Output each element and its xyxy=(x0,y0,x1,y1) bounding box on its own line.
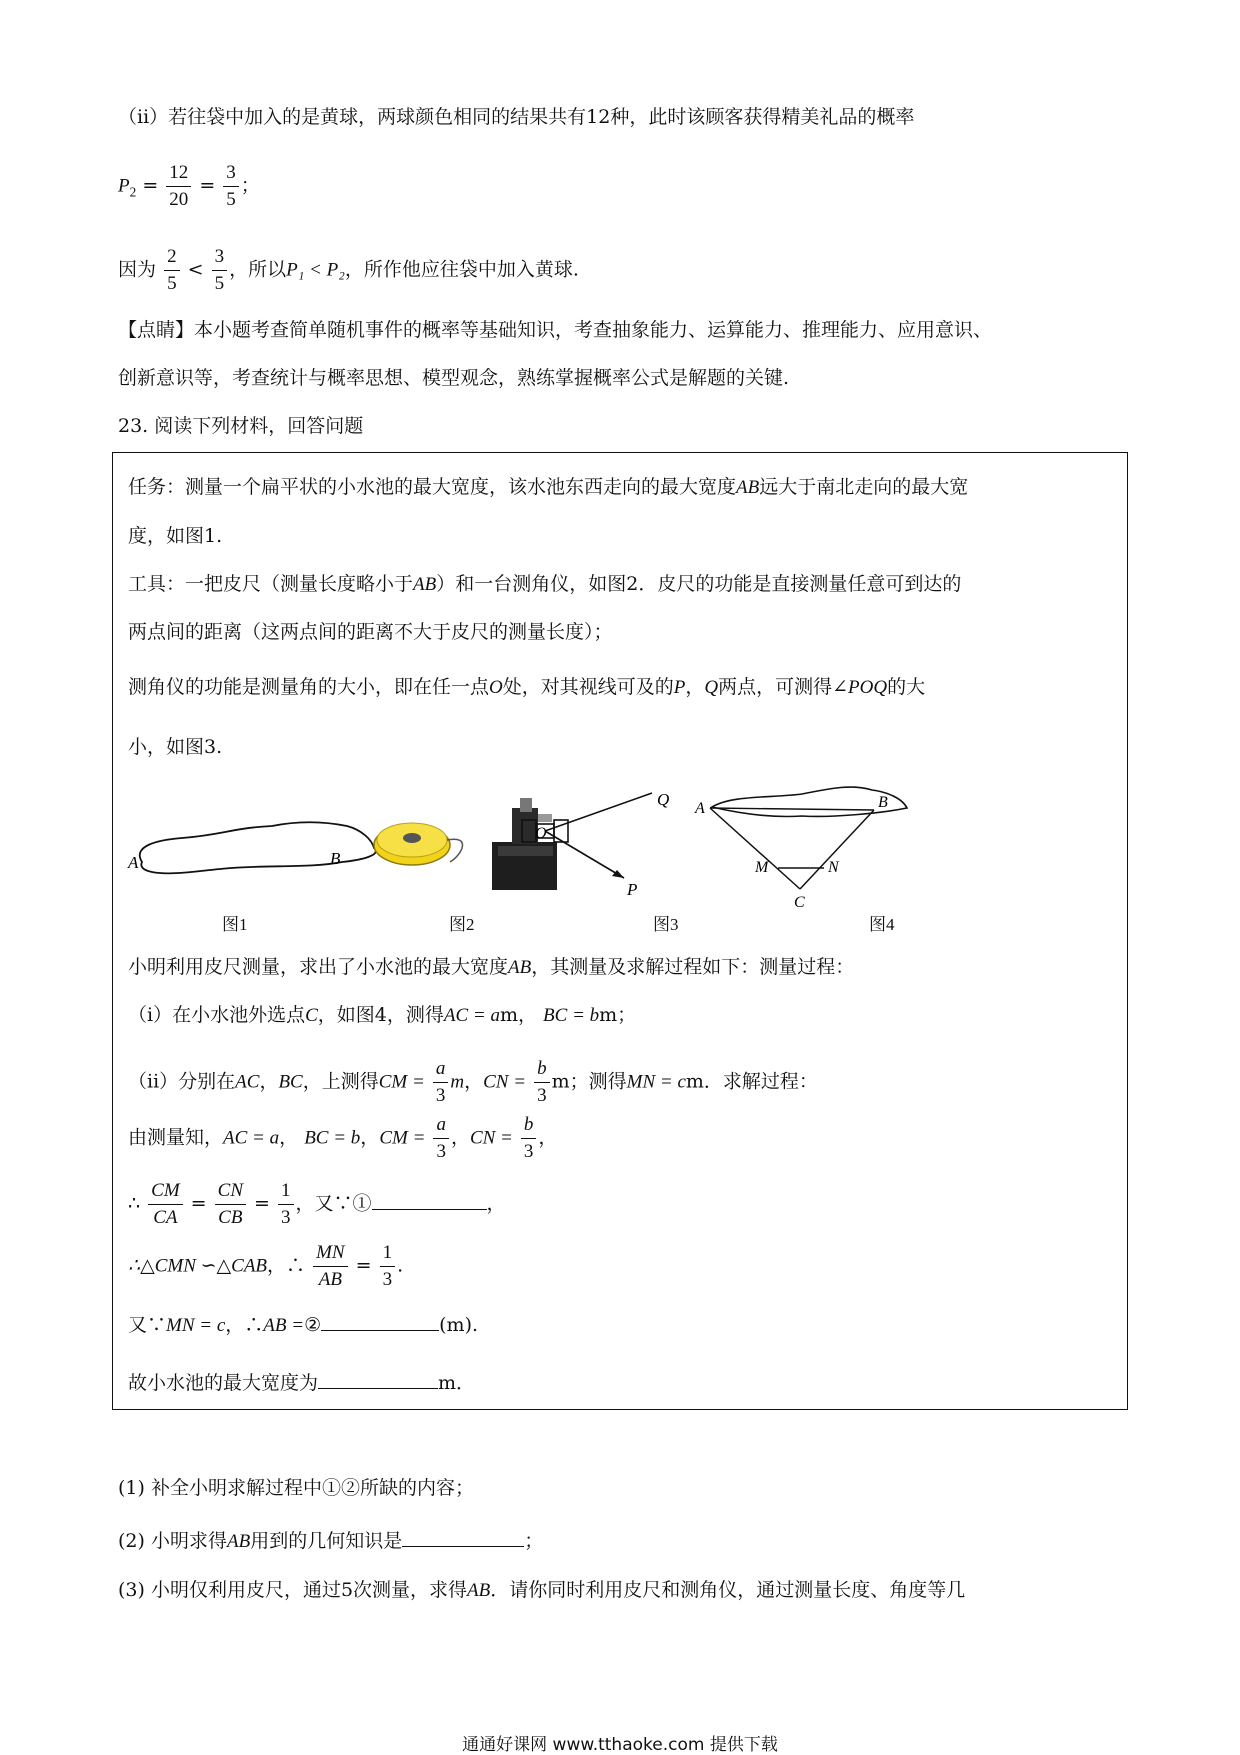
fig4-label-a: A xyxy=(695,800,705,817)
tool-line-2: 两点间的距离（这两点间的距离不大于皮尺的测量长度）； xyxy=(128,621,613,643)
ming-line: 小明利用皮尺测量，求出了小水池的最大宽度AB，其测量及求解过程如下：测量过程： xyxy=(128,956,855,978)
comment-line-1: 【点睛】本小题考查简单随机事件的概率等基础知识，考查抽象能力、运算能力、推理能力、应用意识、 xyxy=(118,319,993,341)
step-1: （ⅰ）在小水池外选点C，如图4，测得AC = am， BC = bm； xyxy=(128,1004,637,1026)
question-title: 23. 阅读下列材料，回答问题 xyxy=(118,415,364,437)
fig-caption-1: 图1 xyxy=(222,915,248,934)
fraction: $\frac{12}{20}$ xyxy=(166,160,191,213)
task-line-2: 度，如图1. xyxy=(128,525,223,547)
fig-caption-3: 图3 xyxy=(653,915,679,934)
ratio-line: ∴ $\frac{CM}{CA}$ = $\frac{CN}{CB}$ = $\frac{1}{3}$ ，又∵① ， xyxy=(128,1180,506,1228)
comment-line-2: 创新意识等，考查统计与概率思想、模型观念，熟练掌握概率公式是解题的关键. xyxy=(118,367,790,389)
similar-line: ∴△CMN ∽△CAB，∴ $\frac{MN}{AB}$ = $\frac{1}{3}$ . xyxy=(128,1242,404,1290)
final-line: 故小水池的最大宽度为 m． xyxy=(128,1366,475,1397)
blank-4 xyxy=(402,1524,524,1547)
fig-caption-4: 图4 xyxy=(869,915,895,934)
fig3-label-p: P xyxy=(627,880,638,899)
fig3-label-q: Q xyxy=(657,790,670,809)
question-2: (2) 小明求得AB用到的几何知识是 ； xyxy=(118,1524,543,1556)
fraction: $\frac{2}{5}$ xyxy=(164,244,180,297)
blank-3 xyxy=(318,1366,438,1389)
math-var: P xyxy=(118,175,130,197)
fig4-triangle xyxy=(694,787,907,910)
equation-p2: $P_2$ = $\frac{12}{20}$ = $\frac{3}{5}$ ； xyxy=(118,160,260,213)
task-line-1: 任务：测量一个扁平状的小水池的最大宽度，该水池东西走向的最大宽度AB远大于南北走向的最大宽 xyxy=(128,476,969,498)
fig3-label-o: O xyxy=(535,825,547,842)
question-3: (3) 小明仅利用皮尺，通过5次测量，求得AB．请你同时利用皮尺和测角仪，通过测量长度、角度等几 xyxy=(118,1579,966,1601)
question-1: (1) 补全小明求解过程中①②所缺的内容； xyxy=(118,1477,474,1499)
fig4-label-n: N xyxy=(828,859,839,876)
fig1-label-b: B xyxy=(330,849,341,868)
fig4-label-b: B xyxy=(878,794,888,811)
figures xyxy=(112,780,1128,910)
step-2: （ⅱ）分别在AC，BC，上测得CM = $\frac{a}{3}$ m，CN = $\frac{b}{3}$ m；测得MN = cm．求解过程： xyxy=(128,1058,818,1106)
math-sub: 2 xyxy=(129,184,137,200)
tool-line-1: 工具：一把皮尺（测量长度略小于AB）和一台测角仪，如图2．皮尺的功能是直接测量任意可到达的 xyxy=(128,573,962,595)
fig1-pond xyxy=(140,822,376,873)
fig1-label-a: A xyxy=(128,853,139,872)
fig4-label-m: M xyxy=(755,859,769,876)
text-line xyxy=(118,103,914,131)
fraction: $\frac{3}{5}$ xyxy=(223,160,239,213)
page-footer: 通通好课网 www.tthaoke.com 提供下载 xyxy=(462,1735,778,1755)
fig-caption-2: 图2 xyxy=(449,915,475,934)
blank-1 xyxy=(372,1187,487,1210)
angle-line-1: 测角仪的功能是测量角的大小，即在任一点O处，对其视线可及的P，Q两点，可测得∠POQ的大 xyxy=(128,676,926,698)
fig4-label-c: C xyxy=(794,894,805,910)
blank-2 xyxy=(321,1308,439,1331)
fig2-tools xyxy=(374,798,557,890)
ab-line: 又∵MN = c，∴AB =② (m). xyxy=(128,1308,478,1340)
because-line: 因为 $\frac{2}{5}$ < $\frac{3}{5}$ ，所以P₁ < P₂，所作他应往袋中加入黄球. xyxy=(118,244,579,297)
text: （ⅱ）若往袋中加入的是黄球，两球颜色相同的结果共有12种，此时该顾客获得精美礼品的概率 xyxy=(118,106,915,128)
known-line: 由测量知，AC = a， BC = b，CM = $\frac{a}{3}$ ，CN = $\frac{b}{3}$ ， xyxy=(128,1114,558,1162)
fraction: $\frac{3}{5}$ xyxy=(212,244,228,297)
angle-line-2: 小，如图3. xyxy=(128,736,223,758)
